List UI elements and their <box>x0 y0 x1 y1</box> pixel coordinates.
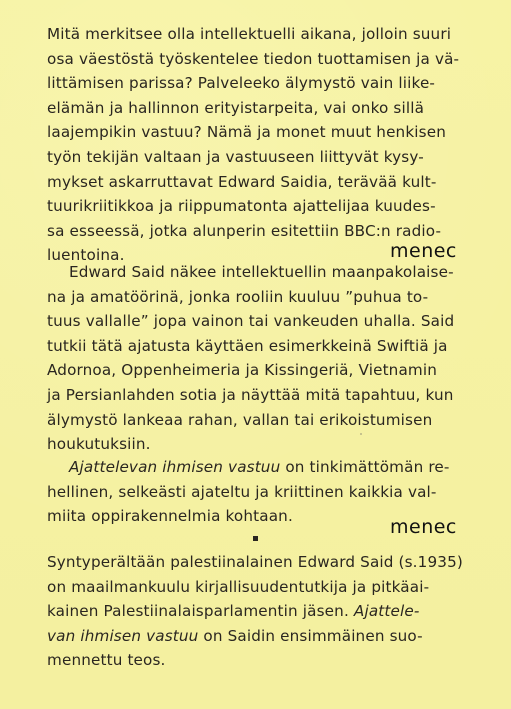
paragraph-said-view <box>47 260 477 457</box>
text-line: na ja amatöörinä, jonka rooliin kuuluu ”puhua to- <box>47 287 429 306</box>
text-line <box>47 624 477 649</box>
text-line: mykset askarruttavat Edward Saidia, terävää kult- <box>47 172 437 191</box>
text-line <box>47 455 477 480</box>
text-line: Edward Said näkee intellektuellin maanpakolaise- <box>69 263 454 281</box>
text-line: laajempikin vastuu? Nämä ja monet muut henkisen <box>47 123 446 142</box>
text-line: littämisen parissa? Palveleeko älymystö vain liike- <box>47 74 436 93</box>
text-line: älymystö lankeaa rahan, vallan tai erikoistumisen <box>47 410 433 429</box>
paragraph-intro <box>47 22 477 268</box>
text-line: hellinen, selkeästi ajateltu ja kriittinen kaikkia val- <box>47 482 437 501</box>
text-line: luentoina. <box>47 246 125 265</box>
watermark: menec <box>390 516 457 538</box>
text-line: mennettu teos. <box>47 651 166 670</box>
text-line: työn tekijän valtaan ja vastuuseen liittyvät kysy- <box>47 147 424 166</box>
book-title-italic: van ihmisen vastuu <box>47 626 199 645</box>
text-line: osa väestöstä työskentelee tiedon tuottamisen ja vä- <box>47 49 460 68</box>
text-line: Adornoa, Oppenheimeria ja Kissingeriä, Vietnamin <box>47 361 438 380</box>
text-line: tutkii tätä ajatusta käyttäen esimerkkeinä Swiftiä ja <box>47 336 448 355</box>
text-segment: on tinkimättömän re- <box>280 458 450 476</box>
paragraph-author-bio <box>47 550 477 673</box>
text-line: ja Persianlahden sotia ja näyttää mitä tapahtuu, kun <box>47 385 454 404</box>
text-line: sa esseessä, jotka alunperin esitettiin BBC:n radio- <box>47 221 442 240</box>
book-title-italic: Ajattele- <box>353 602 420 621</box>
text-line: on maailmankuulu kirjallisuudentutkija ja pitkäai- <box>47 577 430 596</box>
text-line: tuurikriitikkoa ja riippumatonta ajattelijaa kuudes- <box>47 197 436 216</box>
text-line: Mitä merkitsee olla intellektuelli aikana, jolloin suuri <box>47 25 452 43</box>
text-line: tuus vallalle” jopa vainon tai vankeuden uhalla. Said <box>47 312 455 331</box>
text-line: elämän ja hallinnon erityistarpeita, vai onko sillä <box>47 98 425 117</box>
section-divider-bullet <box>253 536 258 541</box>
book-title-italic: Ajattelevan ihmisen vastuu <box>69 458 281 476</box>
text-line <box>47 599 477 624</box>
watermark: menec <box>390 240 457 262</box>
text-line: houkutuksiin. <box>47 435 151 454</box>
print-speck <box>360 433 362 435</box>
text-line: miita oppirakennelmia kohtaan. <box>47 507 293 526</box>
text-segment: on Saidin ensimmäinen suo- <box>198 626 423 645</box>
text-segment: kainen Palestiinalaisparlamentin jäsen. <box>47 602 354 621</box>
text-line: Syntyperältään palestiinalainen Edward Said (s.1935) <box>47 553 463 571</box>
